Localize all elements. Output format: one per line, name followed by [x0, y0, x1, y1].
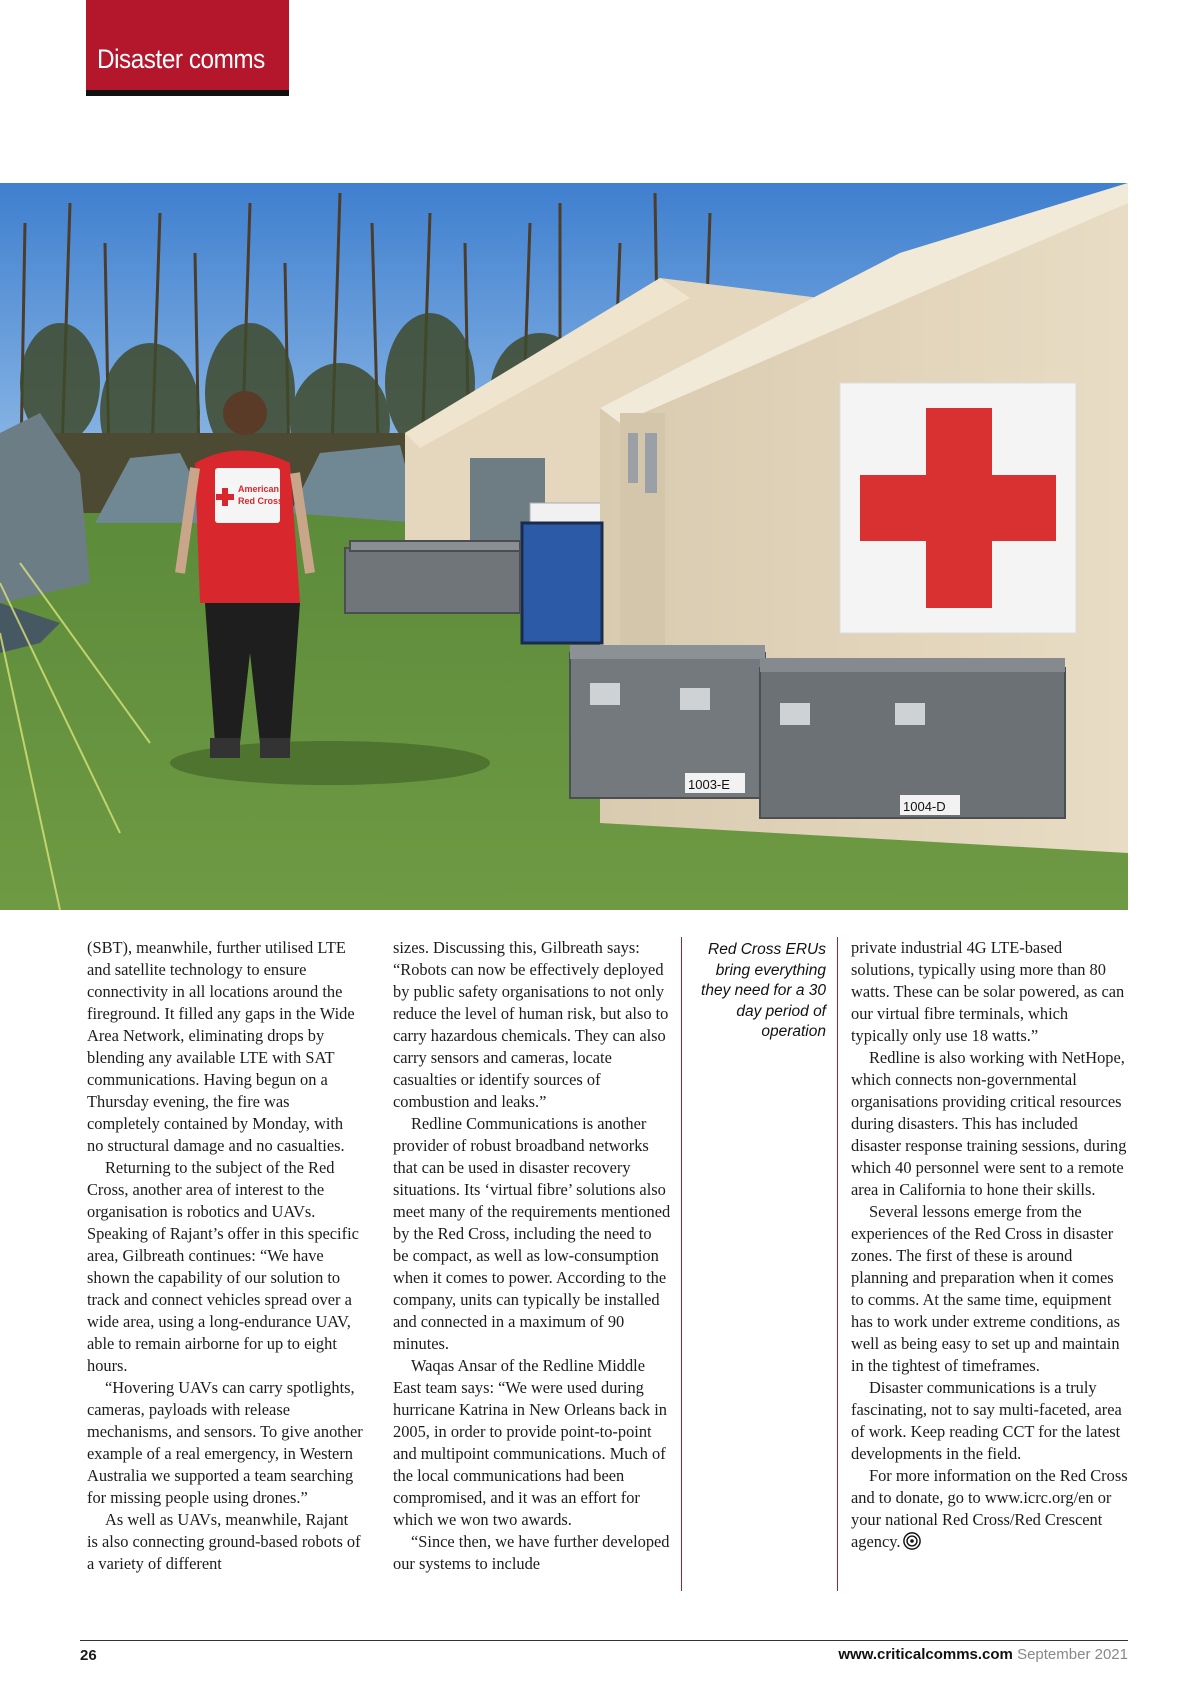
paragraph: sizes. Discussing this, Gilbreath says: “Robots can now be effectively deployed by public safety organisations to not only reduce the level of human risk, but also to carry hazardous chemicals. They can also carry sensors and cameras, locate casualties or identify sources of combustion and leaks.” — [393, 938, 669, 1111]
box-label-left: 1003-E — [688, 777, 730, 792]
red-cross-banner-graphic — [840, 383, 1076, 633]
footer-rule — [80, 1640, 1128, 1641]
paragraph: “Since then, we have further developed our systems to include — [393, 1532, 670, 1573]
article-column-2 — [393, 937, 671, 1575]
vest-text-1: American — [238, 484, 280, 494]
page-number: 26 — [80, 1647, 97, 1664]
paragraph: Redline is also working with NetHope, which connects non-governmental organisations providing critical resources during disasters. This has included disaster response training sessions, during which 40 personnel were sent to a remote area in California to hone their skills. — [851, 1048, 1127, 1199]
box-label-right: 1004-D — [903, 799, 946, 814]
hero-photo — [0, 183, 1128, 910]
section-tab — [86, 0, 289, 96]
paragraph: Redline Communications is another provider of robust broadband networks that can be used in disaster recovery situations. Its ‘virtual fibre’ solutions also meet many of the requirements mentioned by the Red Cross, including the need to be compact, as well as low-consumption when it comes to power. According to the company, units can typically be installed and connected in a maximum of 90 minutes. — [393, 1114, 671, 1353]
paragraph: Waqas Ansar of the Redline Middle East team says: “We were used during hurricane Katrina in New Orleans back in 2005, in order to provide point-to-point and multipoint communications. Much of the local communications had been compromised, and it was an effort for which we won two awards. — [393, 1356, 667, 1529]
paragraph: Returning to the subject of the Red Cross, another area of interest to the organisation is robotics and UAVs. Speaking of Rajant’s offer in this specific area, Gilbreath continues: “We have shown the capability of our solution to track and connect vehicles spread over a wide area, using a long-endurance UAV, able to remain airborne for up to eight hours. — [87, 1158, 359, 1375]
footer-url[interactable]: www.criticalcomms.com — [838, 1646, 1013, 1663]
end-of-article-icon — [903, 1532, 921, 1550]
paragraph-text: For more information on the Red Cross and to donate, go to www.icrc.org/en or your national Red Cross/Red Crescent agency. — [851, 1466, 1128, 1551]
article-column-1 — [87, 937, 363, 1575]
section-title: Disaster comms — [97, 44, 265, 74]
blue-case-graphic — [522, 523, 602, 643]
column-divider — [681, 937, 682, 1591]
paragraph-last — [851, 1465, 1128, 1553]
paragraph: As well as UAVs, meanwhile, Rajant is also connecting ground-based robots of a variety of different — [87, 1510, 361, 1573]
footer-date: September 2021 — [1017, 1646, 1128, 1663]
paragraph: Disaster communications is a truly fascinating, not to say multi-faceted, area of work. Keep reading CCT for the latest developments in the field. — [851, 1378, 1122, 1463]
vest-text-2: Red Cross — [238, 496, 284, 506]
footer-publication — [838, 1646, 1128, 1663]
photo-caption: Red Cross ERUs bring everything they need for a 30 day period of operation — [701, 941, 826, 1040]
paragraph: Several lessons emerge from the experiences of the Red Cross in disaster zones. The first of these is around planning and preparation when it comes to comms. At the same time, equipment has to work under extreme conditions, as well as being easy to set up and maintain in the tightest of timeframes. — [851, 1202, 1121, 1375]
paragraph: “Hovering UAVs can carry spotlights, cameras, payloads with release mechanisms, and sensors. To give another example of a real emergency, in Western Australia we supported a team searching for missing people using drones.” — [87, 1378, 363, 1507]
column-divider — [837, 937, 838, 1591]
paragraph: private industrial 4G LTE-based solutions, typically using more than 80 watts. These can be solar powered, as can our virtual fibre terminals, which typically only use 18 watts.” — [851, 938, 1125, 1045]
equipment-boxes-front-graphic — [570, 645, 1065, 818]
equipment-boxes-back-graphic — [345, 541, 520, 613]
paragraph: (SBT), meanwhile, further utilised LTE and satellite technology to ensure connectivity in all locations around the fireground. It filled any gaps in the Wide Area Network, eliminating drops by blending any available LTE with SAT communications. Having begun on a Thursday evening, the fire was completely contained by Monday, with no structural damage and no casualties. — [87, 938, 355, 1155]
article-column-3 — [851, 937, 1128, 1553]
